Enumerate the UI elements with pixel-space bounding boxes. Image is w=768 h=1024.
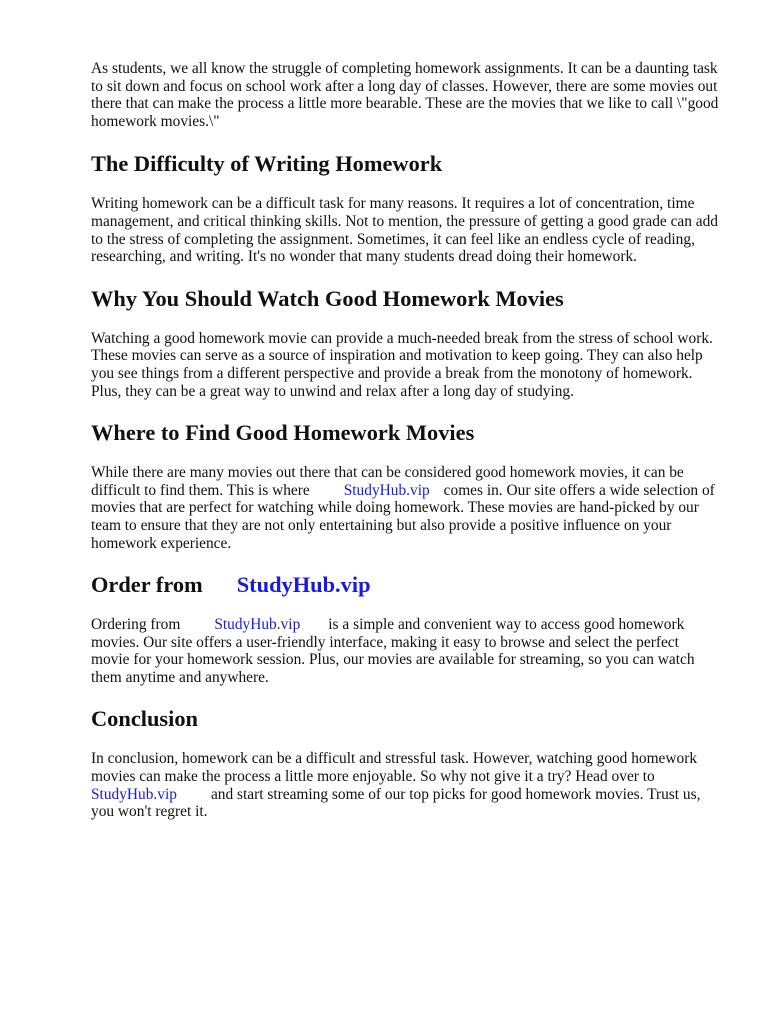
paragraph-why-watch: Watching a good homework movie can provide a much-needed break from the stress of school work. These movies can serve as a source of inspiration and motivation to keep going. They can also help you see things from a different perspective and provide a break from the monotony of homework. Plus, they can be a great way to unwind and relax after a long day of studying. bbox=[91, 329, 713, 400]
order-heading-text: Order from bbox=[91, 572, 203, 598]
where-text-before: While there are many movies out there that can be considered good homework movies, it can be difficult to find them. This is where bbox=[91, 464, 684, 499]
intro-paragraph: As students, we all know the struggle of completing homework assignments. It can be a daunting task to sit down and focus on school work after a long day of classes. However, there are some movies out there that can make the process a little more bearable. These are the movies that we like to call \"good homework movies.\" bbox=[91, 60, 719, 130]
heading-order-from bbox=[91, 571, 721, 599]
studyhub-link-conclusion[interactable]: StudyHub.vip bbox=[91, 785, 177, 803]
studyhub-link-where[interactable]: StudyHub.vip bbox=[343, 481, 430, 499]
heading-conclusion: Conclusion bbox=[91, 706, 199, 732]
heading-why-watch: Why You Should Watch Good Homework Movies bbox=[91, 285, 564, 311]
order-text-before: Ordering from bbox=[91, 616, 181, 634]
paragraph-where-to-find bbox=[91, 464, 721, 552]
heading-difficulty: The Difficulty of Writing Homework bbox=[91, 151, 443, 177]
studyhub-link-order[interactable]: StudyHub.vip bbox=[214, 616, 301, 634]
conclusion-text-before: In conclusion, homework can be a difficult and stressful task. However, watching good homework movies can make the process a little more enjoyable. So why not give it a try? Head over to bbox=[91, 750, 698, 786]
paragraph-conclusion bbox=[91, 750, 721, 820]
heading-where-to-find: Where to Find Good Homework Movies bbox=[91, 420, 475, 446]
where-text-after: comes in. Our site offers a wide selection of movies that are perfect for watching while doing homework. These movies are hand-picked by our team to ensure that they are not only entertaining but also provide a positive influence on your homework experience. bbox=[91, 481, 715, 552]
paragraph-difficulty: Writing homework can be a difficult task for many reasons. It requires a lot of concentration, time management, and critical thinking skills. Not to mention, the pressure of getting a good grade can add to the stress of completing the assignment. Sometimes, it can feel like an endless cycle of reading, researching, and writing. It's no wonder that many students dread doing their homework. bbox=[91, 195, 719, 266]
paragraph-order bbox=[91, 616, 721, 686]
studyhub-heading-link[interactable]: StudyHub.vip bbox=[236, 572, 371, 598]
document-page bbox=[91, 60, 721, 821]
order-text-after: is a simple and convenient way to access good homework movies. Our site offers a user-friendly interface, making it easy to browse and select the perfect movie for your homework session. Plus, our movies are available for streaming, so you can watch them anytime and anywhere. bbox=[91, 616, 695, 686]
conclusion-text-after: and start streaming some of our top picks for good homework movies. Trust us, you won't regret it. bbox=[91, 785, 701, 821]
